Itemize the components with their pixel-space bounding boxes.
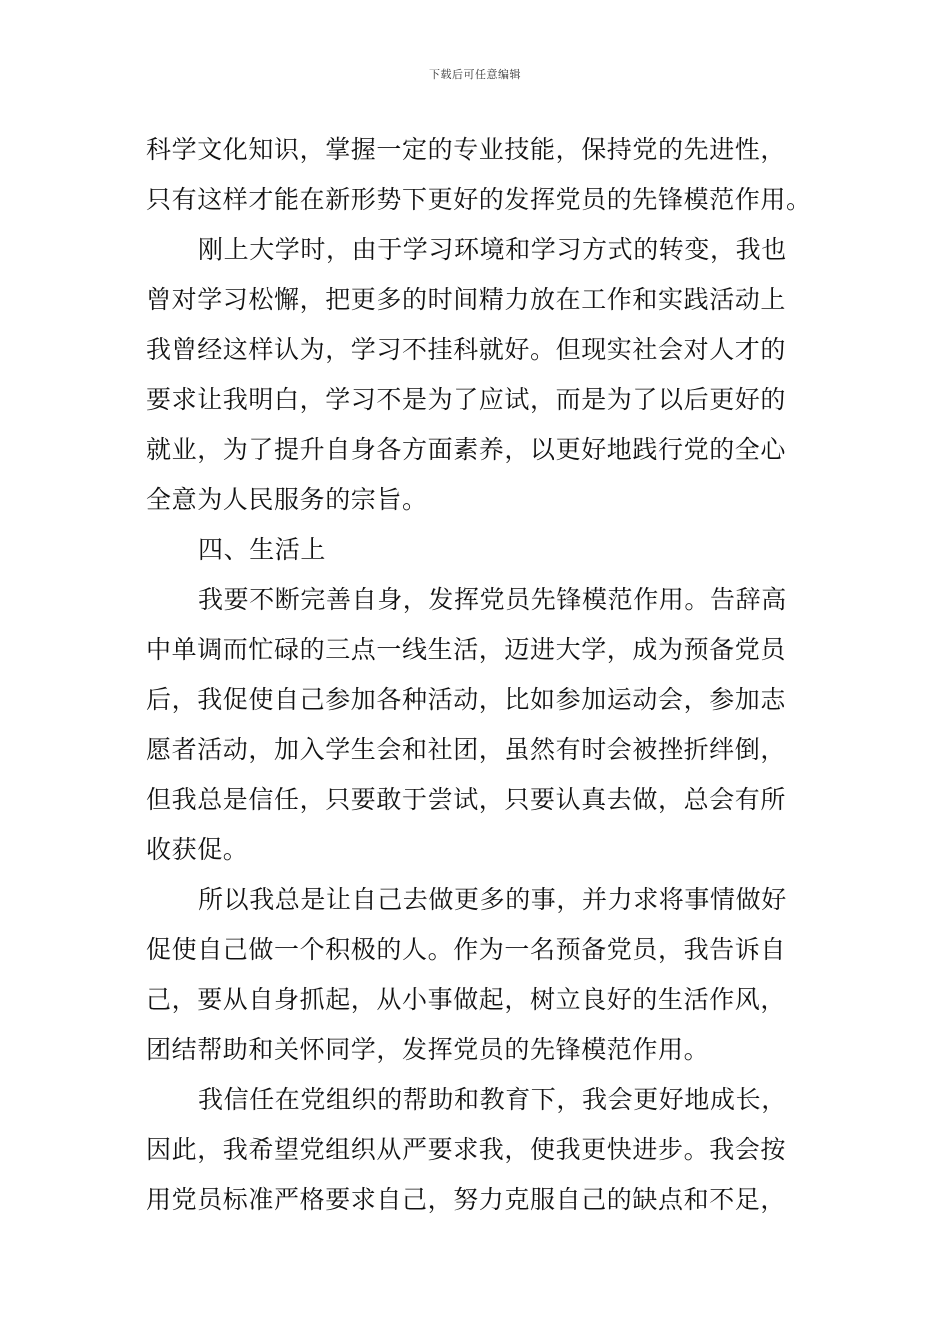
text-line: 促使自己做一个积极的人。作为一名预备党员，我告诉自 — [146, 935, 787, 964]
text-line: 愿者活动，加入学生会和社团，虽然有时会被挫折绊倒， — [146, 735, 787, 764]
document-body — [146, 125, 811, 1225]
text-line: 曾对学习松懈，把更多的时间精力放在工作和实践活动上 — [146, 285, 787, 314]
text-line: 后，我促使自己参加各种活动，比如参加运动会，参加志 — [146, 685, 787, 714]
text-line: 团结帮助和关怀同学，发挥党员的先锋模范作用。 — [146, 1035, 710, 1064]
header-note: 下载后可任意编辑 — [429, 68, 521, 81]
text-line: 我信任在党组织的帮助和教育下，我会更好地成长， — [198, 1085, 787, 1114]
text-line: 要求让我明白，学习不是为了应试，而是为了以后更好的 — [146, 385, 787, 414]
text-line: 收获促。 — [146, 835, 249, 864]
text-line: 我曾经这样认为，学习不挂科就好。但现实社会对人才的 — [146, 335, 787, 364]
text-line: 己，要从自身抓起，从小事做起，树立良好的生活作风， — [146, 985, 787, 1014]
section-heading: 四、生活上 — [198, 535, 327, 564]
text-line: 我要不断完善自身，发挥党员先锋模范作用。告辞高 — [198, 585, 787, 614]
text-line: 只有这样才能在新形势下更好的发挥党员的先锋模范作用。 — [146, 185, 812, 214]
text-line: 全意为人民服务的宗旨。 — [146, 485, 428, 514]
text-line: 就业，为了提升自身各方面素养，以更好地践行党的全心 — [146, 435, 787, 464]
text-line: 刚上大学时，由于学习环境和学习方式的转变，我也 — [198, 235, 787, 264]
text-line: 用党员标准严格要求自己，努力克服自己的缺点和不足， — [146, 1185, 787, 1214]
text-line: 因此，我希望党组织从严要求我，使我更快进步。我会按 — [146, 1135, 787, 1164]
text-line: 中单调而忙碌的三点一线生活，迈进大学，成为预备党员 — [146, 635, 787, 664]
text-line: 所以我总是让自己去做更多的事，并力求将事情做好 — [198, 885, 787, 914]
text-line: 但我总是信任，只要敢于尝试，只要认真去做，总会有所 — [146, 785, 787, 814]
text-line: 科学文化知识，掌握一定的专业技能，保持党的先进性， — [146, 135, 787, 164]
